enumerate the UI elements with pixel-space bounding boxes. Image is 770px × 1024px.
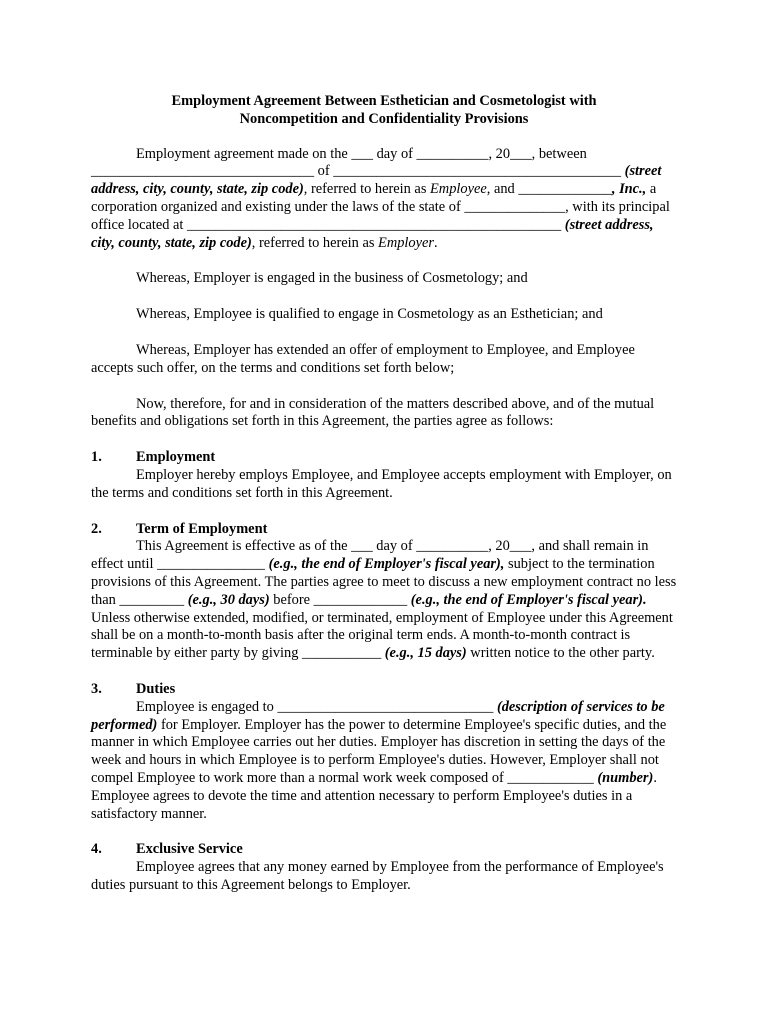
- section-heading: [91, 449, 677, 467]
- section-number: 1.: [91, 449, 102, 466]
- body-text: written notice to the other party.: [466, 645, 655, 662]
- document-title-line-2: Noncompetition and Confidentiality Provisions: [239, 110, 529, 127]
- body-text: before _____________: [269, 591, 411, 608]
- section-heading: [91, 521, 677, 539]
- section-body: [91, 538, 677, 663]
- placeholder-hint: (number): [597, 769, 654, 786]
- section-body: Employer hereby employs Employee, and Employee accepts employment with Employer, on the terms and conditions set forth in this Agreement.: [91, 466, 672, 501]
- intro-text: , and _____________: [486, 181, 612, 198]
- document-title-line-1: Employment Agreement Between Esthetician and Cosmetologist with: [171, 93, 597, 109]
- body-text: for Employer. Employer has the power to determine Employee's specific duties, and the manner in which Employee carries out her duties. Employer has discretion in setting the days of the week and hours in which Employee is to perform Employee's duties. However, Employer shall not compel Employee to work more than a normal work week composed of ____________: [91, 716, 667, 786]
- intro-employee-term: Employee: [430, 181, 487, 198]
- body-text: . Employee agrees to devote the time and attention necessary to perform Employee's duties in a satisfactory manner.: [91, 769, 657, 822]
- whereas-paragraph-3: Whereas, Employer has extended an offer of employment to Employee, and Employee accepts such offer, on the terms and conditions set forth below;: [91, 341, 635, 376]
- section-number: 4.: [91, 841, 102, 858]
- body-text: subject to the termination provisions of this Agreement. The parties agree to meet to discuss a new employment contract no less than _________: [91, 556, 677, 608]
- intro-text: , referred to herein as: [303, 181, 431, 198]
- placeholder-hint: (e.g., 30 days): [187, 591, 270, 608]
- section-number: 2.: [91, 520, 102, 537]
- section-title: Employment: [136, 449, 216, 466]
- body-text: Employee is engaged to ______________________________: [136, 698, 497, 715]
- intro-employer-term: Employer: [378, 234, 434, 251]
- intro-address-placeholder: (street address, city, county, state, zip code): [91, 216, 654, 251]
- intro-address-placeholder: (street address, city, county, state, zip code): [91, 163, 662, 198]
- document-content: [91, 93, 677, 895]
- intro-text: Employment agreement made on the ___ day of __________, 20___, between _______________________________ of ________________________________________: [91, 145, 622, 180]
- section-body: Employee agrees that any money earned by Employee from the performance of Employee's duties pursuant to this Agreement belongs to Employer.: [91, 859, 664, 893]
- section-heading: [91, 681, 677, 699]
- section-body: [91, 699, 677, 824]
- intro-text: a corporation organized and existing under the laws of the state of ______________, with its principal office located at ____________________________________________________: [91, 181, 670, 233]
- therefore-paragraph: Now, therefore, for and in consideration of the matters described above, and of the mutual benefits and obligations set forth in this Agreement, the parties agree as follows:: [91, 395, 655, 430]
- section-title: Duties: [136, 680, 176, 697]
- section-number: 3.: [91, 680, 102, 697]
- body-text: This Agreement is effective as of the ___ day of __________, 20___, and shall remain in effect until _______________: [91, 538, 649, 573]
- intro-paragraph: [91, 146, 677, 253]
- section-title: Exclusive Service: [136, 841, 243, 858]
- intro-text: .: [434, 234, 438, 251]
- body-text: Unless otherwise extended, modified, or terminated, employment of Employee under this Agreement shall be on a month-to-month basis after the original term ends. A month-to-month contract is terminable by either party by giving ___________: [91, 609, 673, 662]
- placeholder-hint: (e.g., the end of Employer's fiscal year).: [410, 591, 647, 608]
- intro-inc: , Inc.,: [611, 181, 647, 198]
- section-title: Term of Employment: [136, 520, 268, 537]
- intro-text: , referred to herein as: [251, 234, 379, 251]
- whereas-paragraph-1: Whereas, Employer is engaged in the business of Cosmetology; and: [136, 270, 528, 287]
- whereas-paragraph-2: Whereas, Employee is qualified to engage in Cosmetology as an Esthetician; and: [136, 306, 603, 323]
- section-heading: [91, 841, 677, 859]
- placeholder-hint: (description of services to be performed): [91, 698, 665, 733]
- placeholder-hint: (e.g., 15 days): [384, 645, 467, 662]
- placeholder-hint: (e.g., the end of Employer's fiscal year),: [268, 556, 505, 573]
